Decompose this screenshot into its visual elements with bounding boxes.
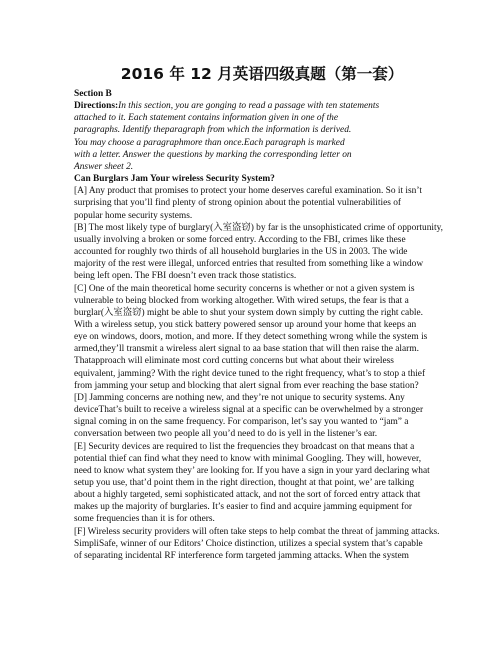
- directions-block: [74, 100, 480, 173]
- directions-line: Answer sheet 2.: [74, 161, 134, 172]
- paragraph-d: [74, 392, 480, 441]
- directions-line: [74, 100, 480, 112]
- paragraph-b: [74, 222, 480, 283]
- paragraph-c: [74, 283, 480, 392]
- section-heading: Section B: [74, 89, 112, 99]
- passage-title: Can Burglars Jam Your wireless Security System?: [74, 174, 275, 185]
- paragraph-line: burglar(入室盗窃) might be able to shut your system down simply by cutting the right cable.: [74, 307, 423, 318]
- paragraph-line: setup you use, that’d point them in the right direction, thought at that point, we’ are talking: [74, 478, 415, 488]
- paragraph-a: [74, 185, 480, 221]
- paragraph-line: majority of the rest were illegal, unforced entries that resulted from something like a window: [74, 259, 424, 270]
- paragraph-line: [F] Wireless security providers will often take steps to help combat the threat of jamming attacks.: [74, 526, 440, 537]
- paragraph-line: popular home security systems.: [74, 210, 193, 221]
- paragraph-e: [74, 441, 480, 526]
- paragraph-line: conversation between two people all you’d need to do is yell in the listener’s ear.: [74, 429, 378, 440]
- paragraph-line: deviceThat’s built to receive a wireless signal at a specific can be overwhelmed by a stronger: [74, 405, 424, 416]
- paragraph-line: SimpliSafe, winner of our Editors’ Choice distinction, utilizes a special system that’s capable: [74, 538, 423, 549]
- page-title: 2016 年 12 月英语四级真题（第一套）: [120, 65, 404, 83]
- paragraph-line: usually involving a broken or some forced entry. According to the FBI, crimes like these: [74, 234, 406, 245]
- paragraph-line: potential thief can find what they need to know with minimal Googling. They will, however,: [74, 453, 422, 464]
- paragraph-line: Thatapproach will eliminate most cord cutting concerns but what about their wireless: [74, 356, 394, 367]
- directions-line: attached to it. Each statement contains information given in one of the: [74, 113, 339, 124]
- paragraph-line: [D] Jamming concerns are nothing new, and they’re not unique to security systems. Any: [74, 392, 405, 403]
- paragraph-line: eye on windows, doors, motion, and more. If they detect something wrong while the system is: [74, 332, 428, 343]
- paragraph-line: signal coming in on the same frequency. For comparison, let’s say you wanted to “jam” a: [74, 417, 409, 428]
- paragraph-line: [C] One of the main theoretical home security concerns is whether or not a given system is: [74, 283, 415, 294]
- paragraph-line: With a wireless setup, you stick battery powered sensor up around your home that keeps an: [74, 319, 417, 330]
- directions-line: You may choose a paragraphmore than once.Each paragraph is marked: [74, 137, 345, 148]
- directions-line: with a letter. Answer the questions by marking the corresponding letter on: [74, 149, 352, 160]
- paragraph-line: makes up the majority of burglaries. It’s easier to find and acquire jamming equipment for: [74, 502, 413, 513]
- paragraph-line: some frequencies than it is for others.: [74, 514, 215, 525]
- directions-line: paragraphs. Identify theparagraph from which the information is derived.: [74, 125, 352, 136]
- directions-text: In this section, you are gonging to read a passage with ten statements: [118, 101, 380, 112]
- paragraph-line: from jamming your setup and blocking that alert signal from ever reaching the base station?: [74, 380, 419, 391]
- paragraph-line: surprising that you’ll find plenty of strong opinion about the potential vulnerabilities of: [74, 198, 402, 209]
- paragraph-line: [E] Security devices are required to list the frequencies they broadcast on that means that a: [74, 441, 415, 452]
- paragraph-line: accounted for roughly two thirds of all household burglaries in the US in 2003. The wide: [74, 247, 408, 258]
- paragraph-line: equivalent, jamming? With the right device tuned to the right frequency, what’s to stop a thief: [74, 368, 426, 379]
- paragraph-line: vulnerable to being blocked from working altogether. With wired setups, the fear is that a: [74, 295, 409, 306]
- directions-lead: Directions:: [74, 101, 119, 112]
- paragraph-line: need to know what system they’ are looking for. If you have a sign in your yard declaring what: [74, 465, 430, 476]
- paragraph-line: [B] The most likely type of burglary(入室盗窃) by far is the unsophisticated crime of opportunity,: [74, 222, 444, 233]
- paragraph-f: [74, 526, 480, 562]
- paragraph-line: [A] Any product that promises to protect your home deserves careful examination. So it isn’t: [74, 186, 422, 197]
- paragraph-line: about a highly targeted, semi sophisticated attack, and not the sort of forced entry attack that: [74, 490, 421, 501]
- paragraph-line: being left open. The FBI doesn’t even track those statistics.: [74, 271, 297, 282]
- paragraph-line: armed,they’ll transmit a wireless alert signal to aa base station that will then raise the alarm.: [74, 344, 419, 355]
- paragraph-line: of separating incidental RF interference form targeted jamming attacks. When the system: [74, 550, 409, 561]
